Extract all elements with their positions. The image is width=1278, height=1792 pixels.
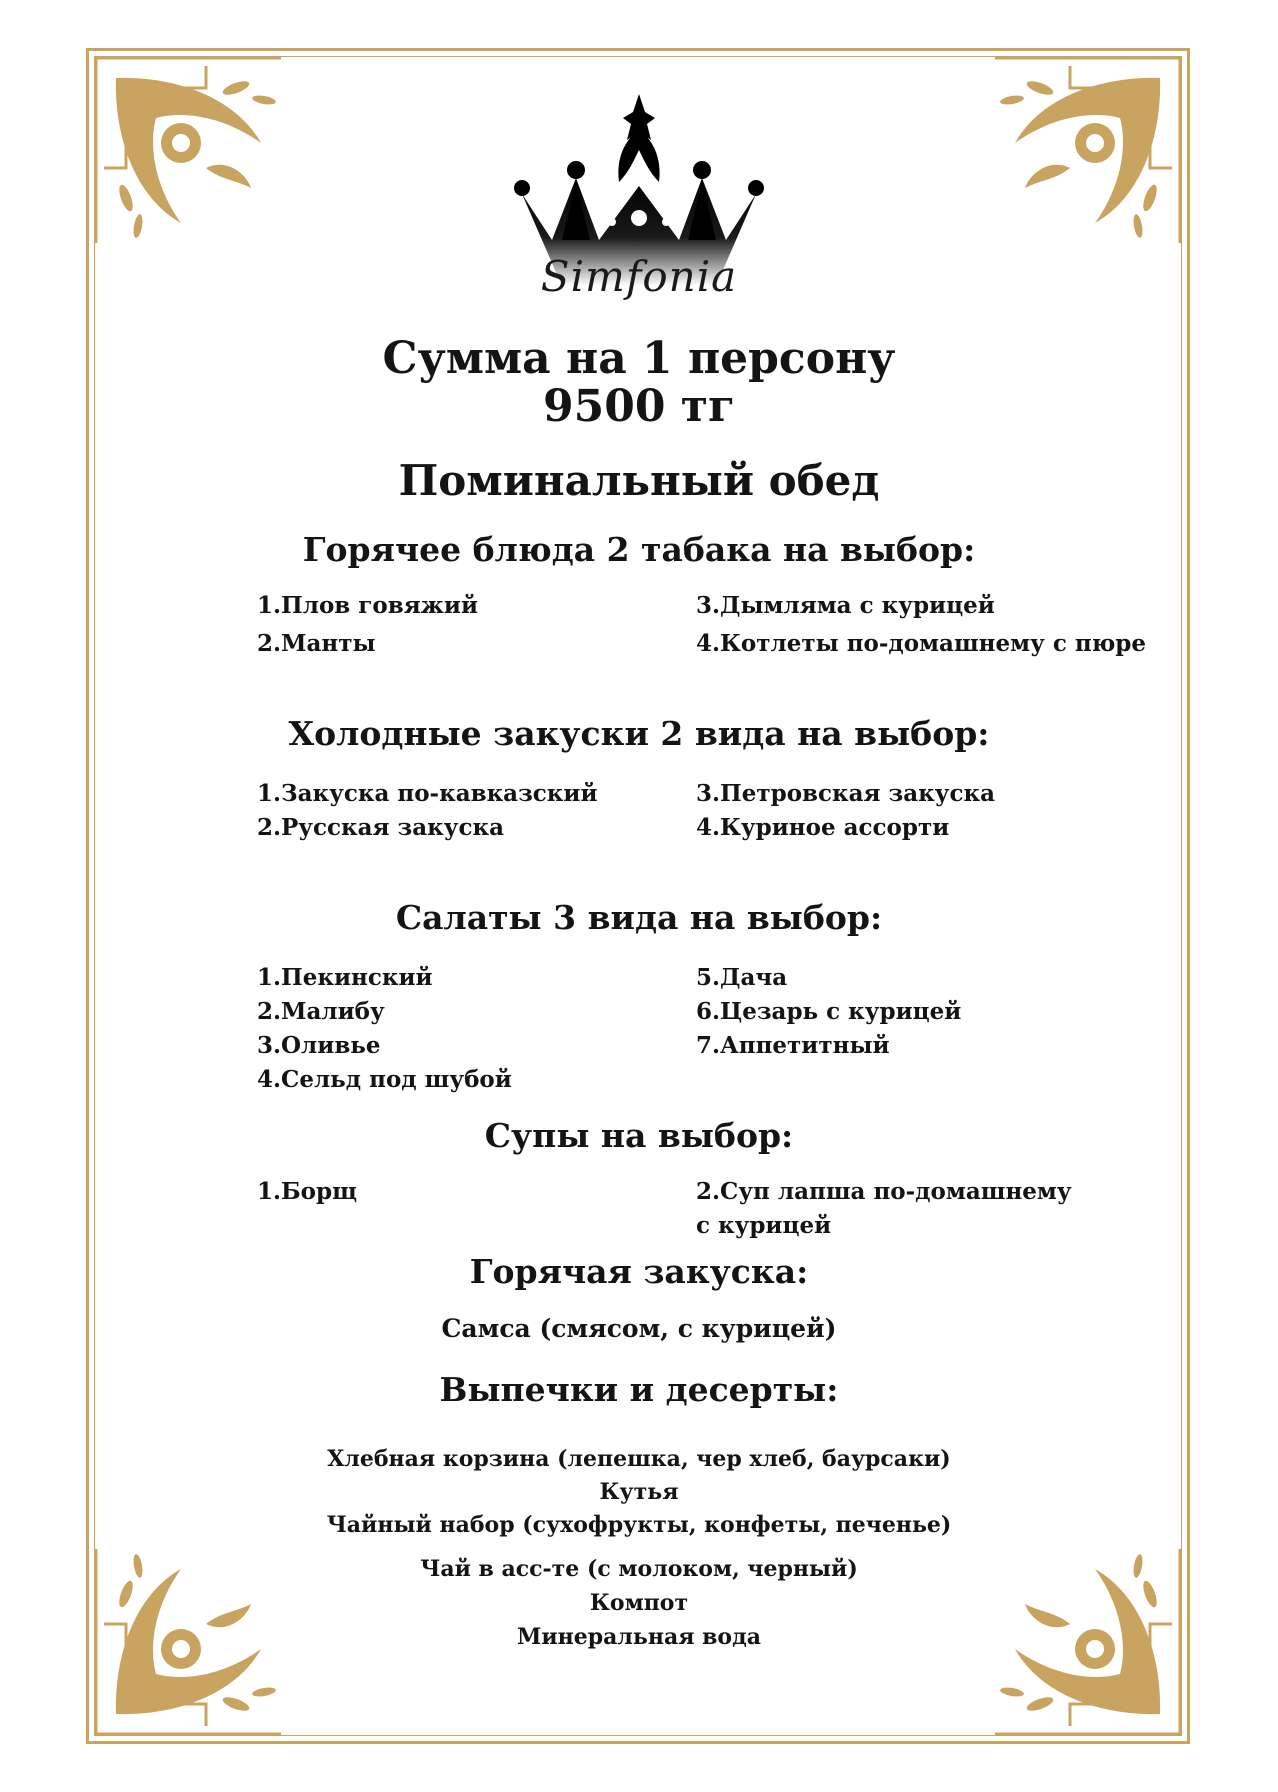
list-item: 2.Манты bbox=[257, 630, 376, 657]
section-title-soups: Супы на выбор: bbox=[484, 1116, 794, 1155]
list-item: Компот bbox=[589, 1590, 689, 1616]
list-item: Самса (смясом, с курицей) bbox=[441, 1314, 837, 1343]
list-item: Кутья bbox=[599, 1479, 679, 1505]
list-item: 1.Борщ bbox=[257, 1178, 357, 1205]
corner-ornament-top-left bbox=[86, 48, 291, 253]
list-item: 4.Сельд под шубой bbox=[257, 1066, 512, 1093]
section-title-salads: Салаты 3 вида на выбор: bbox=[395, 898, 883, 937]
menu-title: Поминальный обед bbox=[398, 456, 880, 505]
list-item: 2.Русская закуска bbox=[257, 814, 504, 841]
section-title-cold: Холодные закуски 2 вида на выбор: bbox=[288, 714, 990, 753]
list-item: 1.Пекинский bbox=[257, 964, 433, 991]
list-item: Минеральная вода bbox=[517, 1624, 761, 1650]
corner-ornament-top-right bbox=[985, 48, 1190, 253]
list-item: 5.Дача bbox=[696, 964, 788, 991]
list-item: 7.Аппетитный bbox=[696, 1032, 890, 1059]
list-item: Чай в асс-те (с молоком, черный) bbox=[420, 1556, 858, 1582]
list-item: 3.Петровская закуска bbox=[696, 780, 995, 807]
section-title-hot: Горячее блюда 2 табака на выбор: bbox=[302, 530, 976, 569]
section-title-hot-snack: Горячая закуска: bbox=[469, 1252, 809, 1291]
list-item: 1.Закуска по-кавказский bbox=[257, 780, 598, 807]
price-line-2: 9500 тг bbox=[542, 381, 735, 432]
list-item: 3.Оливье bbox=[257, 1032, 381, 1059]
list-item: Чайный набор (сухофрукты, конфеты, печенье) bbox=[326, 1512, 952, 1538]
price-line-1: Сумма на 1 персону bbox=[382, 333, 896, 384]
list-item: 4.Котлеты по-домашнему с пюре bbox=[696, 630, 1147, 657]
list-item: 6.Цезарь с курицей bbox=[696, 998, 962, 1025]
list-item: 1.Плов говяжий bbox=[257, 592, 479, 619]
brand-logo-text: Simfonia bbox=[540, 252, 738, 301]
list-item: с курицей bbox=[696, 1212, 832, 1239]
list-item: 2.Малибу bbox=[257, 998, 385, 1025]
list-item: Хлебная корзина (лепешка, чер хлеб, баурсаки) bbox=[327, 1446, 951, 1472]
list-item: 4.Куриное ассорти bbox=[696, 814, 950, 841]
section-title-pastry: Выпечки и десерты: bbox=[439, 1370, 839, 1409]
list-item: 3.Дымляма с курицей bbox=[696, 592, 995, 619]
list-item: 2.Суп лапша по-домашнему bbox=[696, 1178, 1072, 1205]
